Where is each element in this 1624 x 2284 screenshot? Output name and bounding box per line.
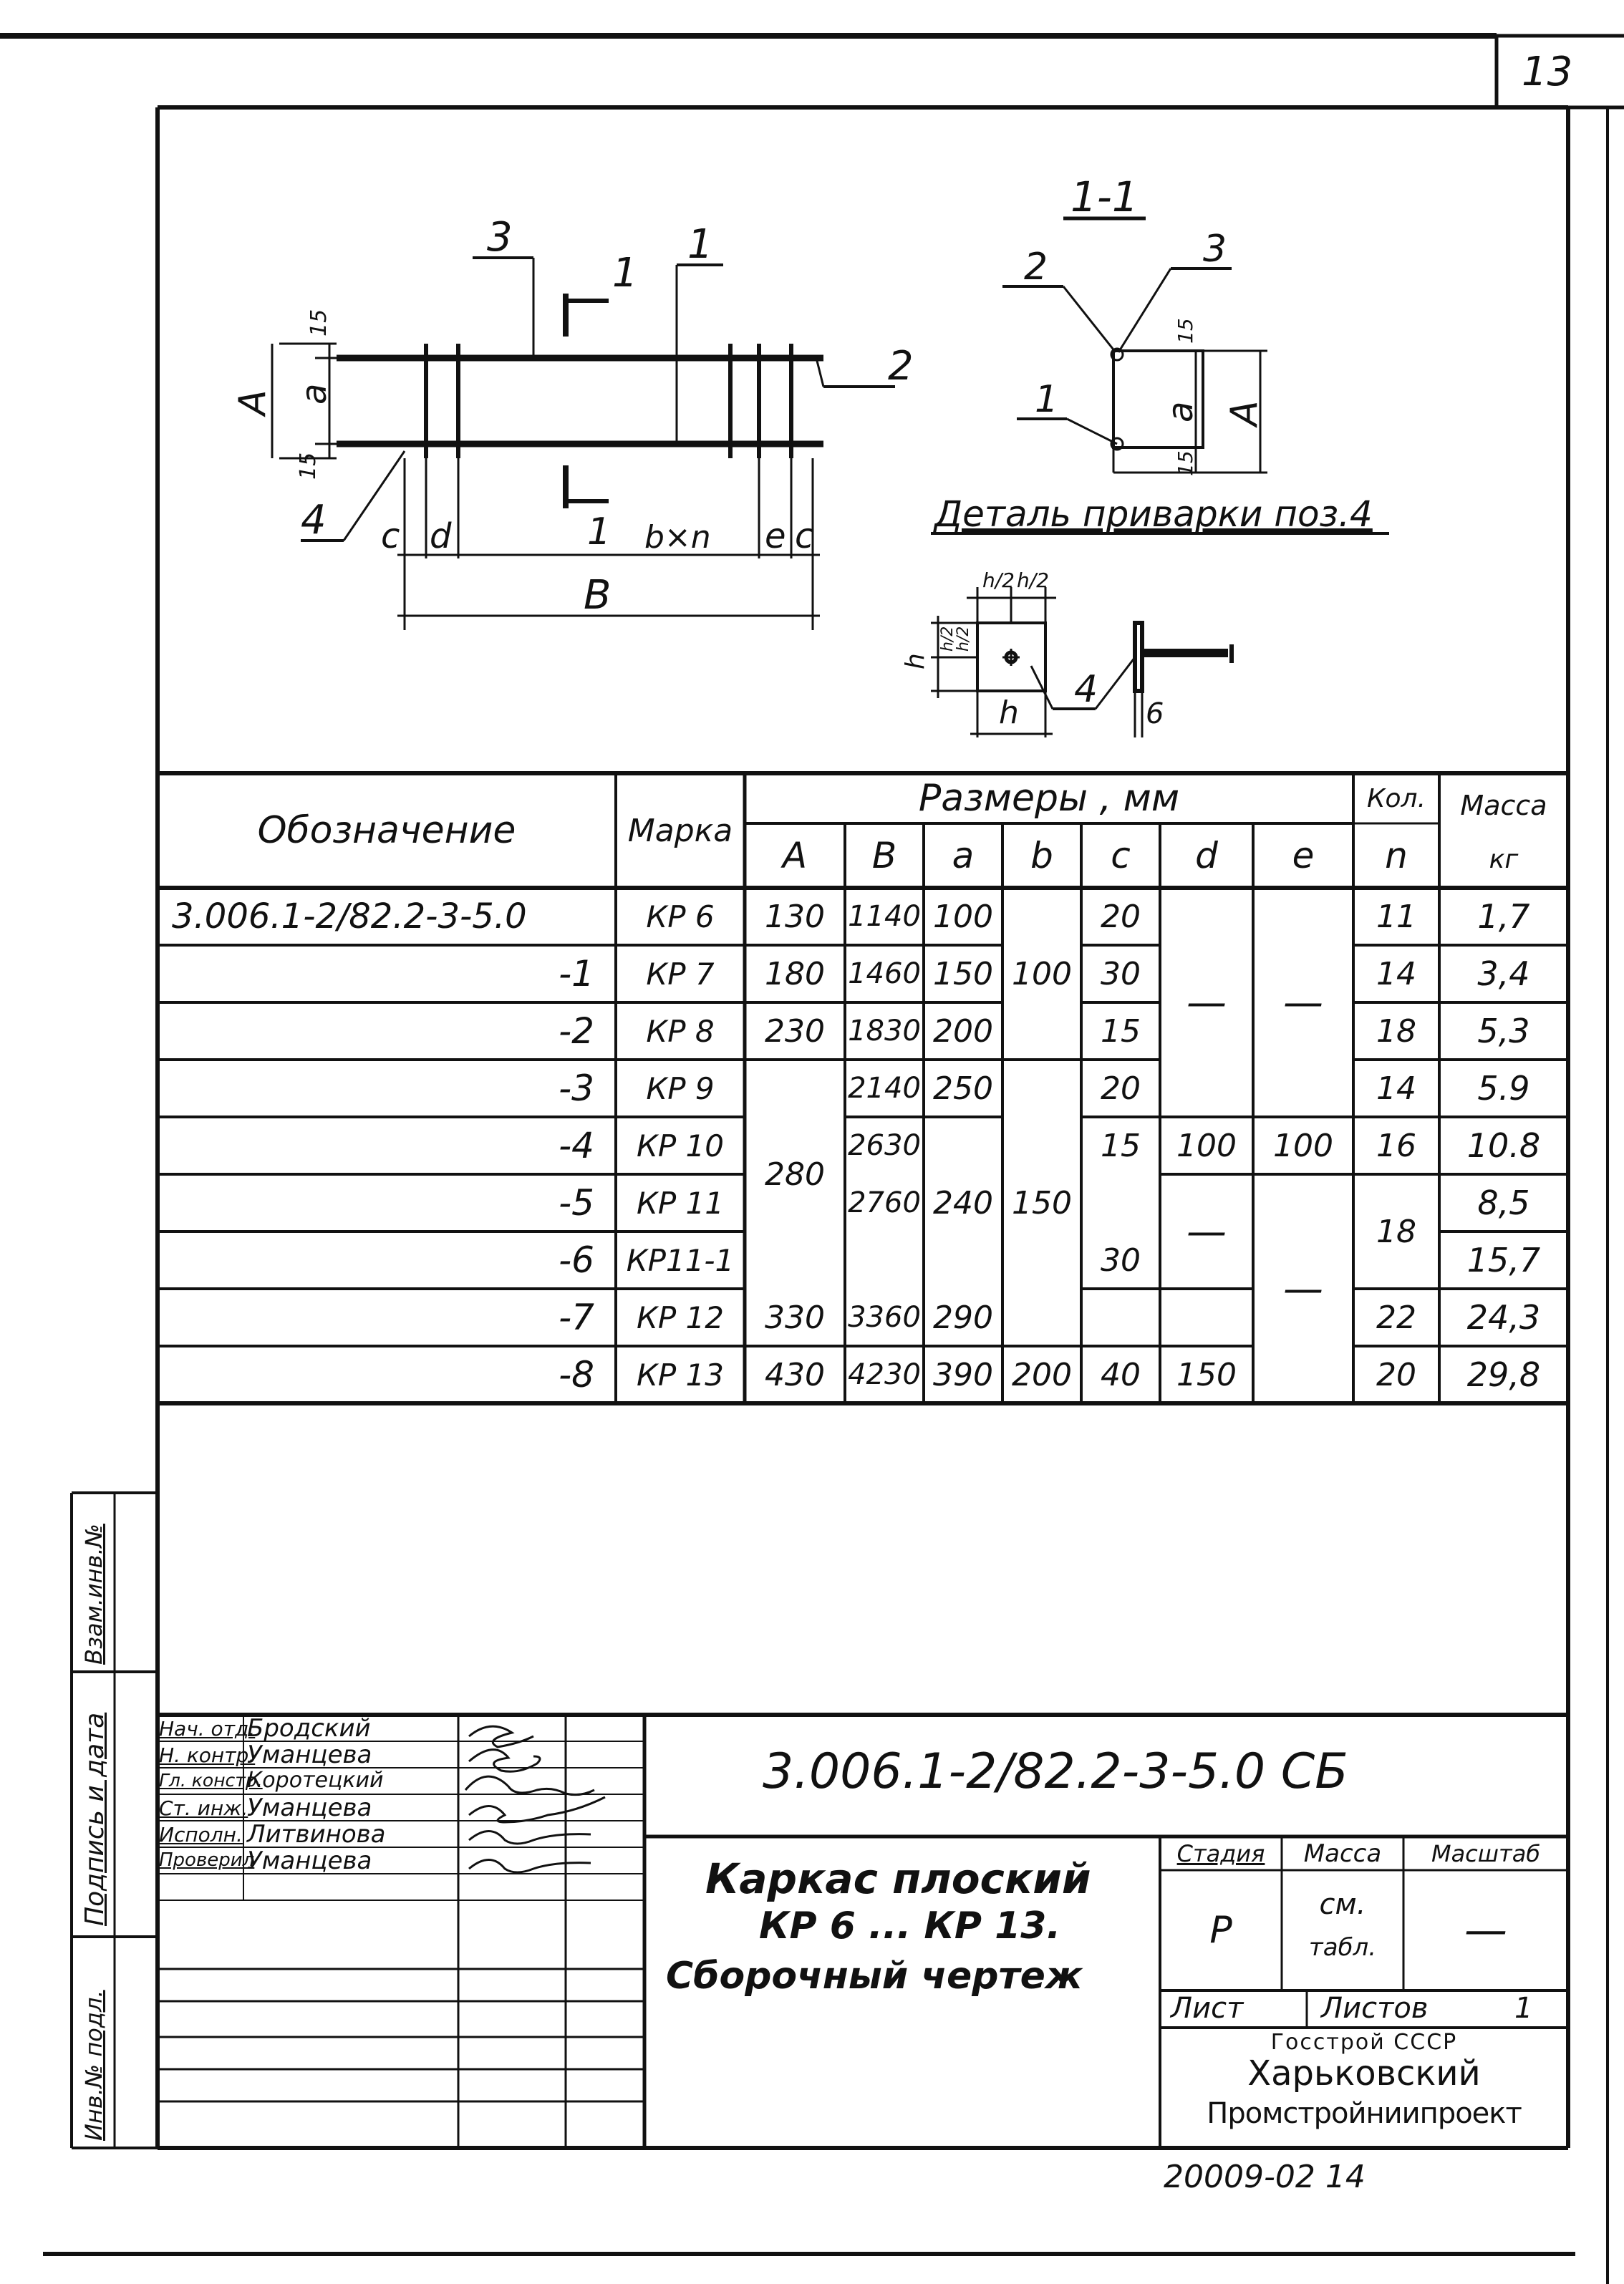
dim-b-n: b×n bbox=[644, 519, 711, 556]
person-name: Уманцева bbox=[247, 1741, 372, 1769]
side-inv-podl: Инв.№ подл. bbox=[80, 1990, 107, 2141]
table-cell-A: 180 bbox=[765, 955, 825, 992]
detail-h2-left-a: h/2 bbox=[939, 626, 957, 652]
table-cell-B: 3360 bbox=[848, 1301, 921, 1334]
detail-h2-left-b: h/2 bbox=[954, 626, 972, 652]
header-c: c bbox=[1111, 835, 1131, 876]
pos-1-label: 1 bbox=[687, 221, 713, 268]
section-pos-3: 3 bbox=[1203, 228, 1227, 271]
table-row-mark: КР 13 bbox=[637, 1357, 724, 1393]
merged-c-30: 30 bbox=[1101, 1242, 1141, 1279]
header-A: A bbox=[782, 835, 808, 876]
sheets-value: 1 bbox=[1514, 1992, 1533, 2025]
sheet-number: 13 bbox=[1522, 49, 1573, 95]
dim-B: B bbox=[584, 572, 612, 619]
table-cell-B: 4230 bbox=[848, 1358, 921, 1391]
header-B: B bbox=[871, 835, 897, 876]
table-row-mark: КР11-1 bbox=[626, 1242, 735, 1278]
title-line-1: Каркас плоский bbox=[705, 1854, 1091, 1903]
table-row-mark: КР 10 bbox=[637, 1128, 724, 1163]
table-row-mark: КР 7 bbox=[646, 956, 715, 992]
table-cell-B: 1460 bbox=[848, 957, 921, 990]
table-cell-c: 40 bbox=[1101, 1356, 1141, 1393]
dim-15-bottom: 15 bbox=[296, 452, 321, 480]
person-role: Н. контр. bbox=[159, 1743, 256, 1767]
table-cell-B: 1830 bbox=[848, 1015, 921, 1047]
table-cell-mass: 3,4 bbox=[1477, 954, 1530, 993]
table-cell-a: 290 bbox=[933, 1299, 993, 1336]
header-mass: Масса bbox=[1460, 790, 1547, 821]
dim-e: e bbox=[765, 516, 786, 556]
merged-b-150: 150 bbox=[1012, 1184, 1072, 1221]
section-pos-2: 2 bbox=[1024, 246, 1048, 289]
table-row-mark: КР 11 bbox=[637, 1185, 724, 1221]
table-cell-mass: 24,3 bbox=[1466, 1298, 1541, 1337]
table-cell-A: 230 bbox=[765, 1012, 825, 1050]
stage-label: Стадия bbox=[1176, 1839, 1265, 1867]
table-row-mark: КР 6 bbox=[646, 899, 715, 934]
table-cell-n: 14 bbox=[1376, 1070, 1416, 1107]
header-a: a bbox=[952, 835, 975, 876]
person-role: Проверил bbox=[159, 1849, 255, 1871]
org-line-1: Госстрой СССР bbox=[1270, 2029, 1458, 2055]
header-sizes: Размеры , мм bbox=[918, 777, 1180, 820]
table-cell-mass: 5.9 bbox=[1477, 1069, 1530, 1108]
table-row-designation: -5 bbox=[559, 1182, 594, 1224]
table-cell-n: 14 bbox=[1376, 955, 1416, 992]
section-dim-a: a bbox=[1161, 401, 1201, 422]
table-cell-a: 150 bbox=[933, 955, 993, 992]
table-cell-mass: 29,8 bbox=[1466, 1355, 1541, 1394]
table-cell-A: 330 bbox=[765, 1299, 825, 1336]
table-row-designation: -7 bbox=[559, 1297, 594, 1338]
table-cell-n: 18 bbox=[1376, 1012, 1416, 1050]
table-cell-c: 20 bbox=[1101, 1070, 1141, 1107]
dim-d: d bbox=[430, 516, 452, 556]
table-cell-c: 15 bbox=[1101, 1127, 1141, 1164]
table-cell-B: 2630 bbox=[848, 1129, 921, 1162]
merged-a-240: 240 bbox=[933, 1184, 993, 1221]
table-cell-mass: 8,5 bbox=[1477, 1184, 1530, 1222]
table-row-mark: КР 12 bbox=[637, 1300, 724, 1335]
footer-number: 20009-02 14 bbox=[1164, 2159, 1366, 2195]
table-cell-n: 20 bbox=[1376, 1356, 1416, 1393]
section-dim-15-bottom: 15 bbox=[1174, 450, 1197, 476]
dim-c-right: c bbox=[795, 516, 814, 556]
table-cell-B: 2140 bbox=[848, 1072, 921, 1105]
header-d: d bbox=[1195, 835, 1218, 876]
table-cell-mass: 1,7 bbox=[1477, 897, 1530, 936]
detail-h-bottom: h bbox=[999, 695, 1019, 731]
person-role: Нач. отд. bbox=[159, 1717, 256, 1741]
detail-pos-4: 4 bbox=[1074, 668, 1098, 711]
section-dim-A: A bbox=[1223, 400, 1266, 426]
section-title: 1-1 bbox=[1070, 173, 1139, 221]
table-cell-A: 430 bbox=[765, 1356, 825, 1393]
section-dim-15-top: 15 bbox=[1174, 318, 1197, 344]
title-line-3: Сборочный чертеж bbox=[666, 1955, 1083, 1998]
table-row-designation: -1 bbox=[559, 953, 594, 995]
header-qty: Кол. bbox=[1366, 783, 1426, 813]
dim-15-top: 15 bbox=[306, 309, 332, 337]
table-cell-B: 1140 bbox=[848, 900, 921, 933]
table-row-designation: -2 bbox=[559, 1010, 594, 1052]
merged-A-280: 280 bbox=[765, 1156, 825, 1193]
table-cell-c: 20 bbox=[1101, 898, 1141, 935]
merged-d-dash-top: — bbox=[1186, 979, 1227, 1026]
table-cell-a: 390 bbox=[933, 1356, 993, 1393]
person-name: Уманцева bbox=[247, 1794, 372, 1822]
org-line-3: Промстройниипроект bbox=[1207, 2097, 1522, 2130]
table-cell-a: 100 bbox=[933, 898, 993, 935]
table-cell-b: 200 bbox=[1012, 1356, 1072, 1393]
merged-b-100: 100 bbox=[1012, 955, 1072, 992]
dim-A: A bbox=[231, 389, 274, 415]
person-name: Литвинова bbox=[247, 1820, 386, 1849]
stage-value: Р bbox=[1209, 1909, 1232, 1952]
header-e: e bbox=[1292, 835, 1315, 876]
detail-title: Деталь приварки поз.4 bbox=[934, 493, 1373, 535]
table-cell-d: 150 bbox=[1176, 1356, 1237, 1393]
scale-label: Масштаб bbox=[1431, 1839, 1541, 1867]
table-row-designation: 3.006.1-2/82.2-3-5.0 bbox=[172, 896, 527, 937]
table-cell-d: 100 bbox=[1176, 1127, 1237, 1164]
table-row-designation: -8 bbox=[559, 1354, 594, 1395]
table-cell-A: 130 bbox=[765, 898, 825, 935]
pos-4-label: 4 bbox=[301, 497, 327, 543]
detail-h-left: h bbox=[901, 653, 930, 669]
header-designation: Обозначение bbox=[257, 809, 516, 852]
table-cell-n: 11 bbox=[1376, 898, 1416, 935]
merged-d-dash-bottom: — bbox=[1186, 1208, 1227, 1255]
person-role: Исполн. bbox=[159, 1823, 243, 1847]
section-pos-1: 1 bbox=[1035, 378, 1059, 421]
side-signature-date: Подпись и дата bbox=[80, 1712, 110, 1926]
pos-2-label: 2 bbox=[888, 343, 914, 389]
person-name: Коротецкий bbox=[247, 1768, 384, 1793]
pos-3-label: 3 bbox=[487, 214, 513, 261]
table-cell-mass: 15,7 bbox=[1466, 1241, 1541, 1279]
table-cell-a: 250 bbox=[933, 1070, 993, 1107]
sheet-label: Лист bbox=[1171, 1992, 1244, 2025]
header-n: n bbox=[1385, 835, 1408, 876]
header-mass-unit: кг bbox=[1489, 844, 1519, 874]
merged-n-18: 18 bbox=[1376, 1213, 1416, 1250]
header-b: b bbox=[1030, 835, 1053, 876]
detail-dim-6: 6 bbox=[1146, 697, 1164, 730]
table-row-designation: -6 bbox=[559, 1239, 594, 1281]
table-cell-mass: 5,3 bbox=[1477, 1012, 1530, 1050]
person-role: Гл. констр. bbox=[159, 1770, 263, 1791]
org-line-2: Харьковский bbox=[1247, 2053, 1481, 2094]
table-row-mark: КР 8 bbox=[646, 1013, 715, 1049]
section-mark-bottom: 1 bbox=[587, 510, 612, 553]
mass-value-2: табл. bbox=[1308, 1933, 1377, 1962]
title-line-2: КР 6 ... КР 13. bbox=[759, 1905, 1061, 1947]
sheets-label: Листов bbox=[1321, 1992, 1429, 2025]
table-cell-mass: 10.8 bbox=[1466, 1126, 1541, 1165]
person-name: Бродский bbox=[247, 1714, 371, 1743]
dim-c-left: c bbox=[381, 516, 400, 556]
table-row-designation: -4 bbox=[559, 1125, 594, 1166]
scale-value: — bbox=[1464, 1905, 1507, 1955]
person-name: Уманцева bbox=[247, 1847, 372, 1875]
table-cell-n: 16 bbox=[1376, 1127, 1416, 1164]
detail-h2-left: h/2 bbox=[982, 568, 1015, 592]
table-cell-c: 15 bbox=[1101, 1012, 1141, 1050]
table-row-designation: -3 bbox=[559, 1068, 594, 1109]
dim-a: a bbox=[294, 383, 334, 405]
table-cell-a: 200 bbox=[933, 1012, 993, 1050]
table-row-mark: КР 9 bbox=[646, 1070, 715, 1106]
title-block-code: 3.006.1-2/82.2-3-5.0 СБ bbox=[763, 1743, 1348, 1800]
person-role: Ст. инж. bbox=[159, 1796, 248, 1820]
merged-e-dash-top: — bbox=[1283, 979, 1323, 1026]
table-cell-c: 30 bbox=[1101, 955, 1141, 992]
header-mark: Марка bbox=[627, 812, 733, 849]
side-vzam-inv: Взам.инв.№ bbox=[80, 1524, 107, 1665]
detail-h2-right: h/2 bbox=[1017, 568, 1049, 592]
section-mark-top: 1 bbox=[612, 250, 638, 296]
table-cell-B: 2760 bbox=[848, 1186, 921, 1219]
mass-label: Масса bbox=[1303, 1839, 1382, 1868]
merged-e-dash-bottom: — bbox=[1283, 1265, 1323, 1312]
table-cell-e: 100 bbox=[1273, 1127, 1333, 1164]
mass-value-1: см. bbox=[1319, 1888, 1366, 1921]
table-cell-n: 22 bbox=[1376, 1299, 1416, 1336]
